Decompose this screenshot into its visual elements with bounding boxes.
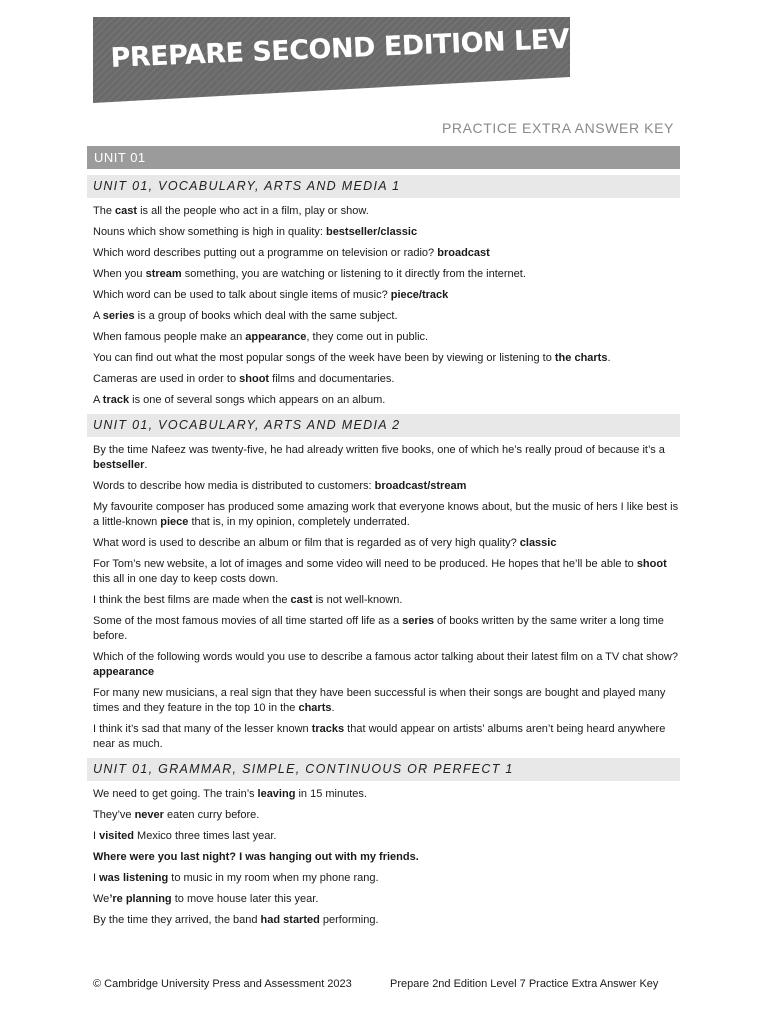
- answer-list: [87, 204, 680, 408]
- answer-item: [93, 892, 680, 907]
- answer-keyword: was listening: [99, 872, 169, 884]
- answer-keyword: Where were you last night? I was hanging out with my friends.: [93, 851, 419, 863]
- answer-text: I: [93, 872, 100, 884]
- answer-text: When famous people make an: [93, 331, 246, 343]
- answer-item: [93, 479, 680, 494]
- answer-item: [93, 225, 680, 240]
- answer-text: that would appear on artists’ albums aren’t being heard anywhere near as much.: [93, 723, 666, 750]
- answer-text: of books written by the same writer a long time before.: [93, 615, 664, 642]
- answer-keyword: the charts: [554, 352, 608, 364]
- answer-keyword: visited: [99, 830, 134, 842]
- answer-item: [93, 204, 680, 219]
- answer-keyword: shoot: [239, 373, 270, 385]
- answer-item: [93, 372, 680, 387]
- answer-keyword: tracks: [311, 723, 345, 735]
- unit-heading: UNIT 01: [87, 146, 680, 169]
- answer-keyword: ’re planning: [109, 893, 172, 905]
- answer-text: My favourite composer has produced some amazing work that everyone knows about, but the music of hers I like best is a little-known: [93, 501, 679, 528]
- section-header: UNIT 01, GRAMMAR, SIMPLE, CONTINUOUS OR PERFECT 1: [87, 758, 680, 781]
- answer-text: A: [93, 310, 103, 322]
- answer-keyword: never: [134, 809, 164, 821]
- answer-text: is one of several songs which appears on an album.: [129, 394, 386, 406]
- answer-item: [93, 722, 680, 752]
- answer-text: .: [331, 702, 335, 714]
- answer-item: [93, 351, 680, 366]
- answer-list: [87, 787, 680, 928]
- answer-item: [93, 913, 680, 928]
- answer-text: A: [93, 394, 103, 406]
- answer-text: When you: [93, 268, 146, 280]
- answer-text: For many new musicians, a real sign that they have been successful is when their songs are bought and played many times and they feature in the top 10 in the: [93, 687, 666, 714]
- answer-text: You can find out what the most popular songs of the week have been by viewing or listening to: [93, 352, 555, 364]
- answer-text: What word is used to describe an album or film that is regarded as of very high quality?: [93, 537, 520, 549]
- answer-item: [93, 593, 680, 608]
- answer-keyword: bestseller: [93, 459, 145, 471]
- answer-text: to music in my room when my phone rang.: [168, 872, 379, 884]
- answer-keyword: shoot: [636, 558, 667, 570]
- section-header: UNIT 01, VOCABULARY, ARTS AND MEDIA 1: [87, 175, 680, 198]
- footer-copyright: © Cambridge University Press and Assessment 2023: [93, 978, 352, 990]
- answer-item: [93, 246, 680, 261]
- answer-keyword: leaving: [257, 788, 296, 800]
- answer-item: [93, 614, 680, 644]
- answer-keyword: cast: [290, 594, 313, 606]
- answer-text: that is, in my opinion, completely underrated.: [188, 516, 410, 528]
- answer-list: [87, 443, 680, 752]
- page-footer: [93, 978, 673, 990]
- answer-text: films and documentaries.: [269, 373, 395, 385]
- answer-keyword: track: [102, 394, 130, 406]
- answer-keyword: cast: [115, 205, 138, 217]
- answer-text: is a group of books which deal with the same subject.: [134, 310, 398, 322]
- answer-text: I think it’s sad that many of the lesser known: [93, 723, 312, 735]
- answer-item: [93, 650, 680, 680]
- answer-item: [93, 787, 680, 802]
- answer-keyword: appearance: [93, 666, 155, 678]
- answer-keyword: piece: [160, 516, 189, 528]
- answer-text: Some of the most famous movies of all time started off life as a: [93, 615, 403, 627]
- answer-item: [93, 393, 680, 408]
- answer-text: , they come out in public.: [306, 331, 429, 343]
- answer-text: in 15 minutes.: [295, 788, 367, 800]
- answer-text: to move house later this year.: [171, 893, 319, 905]
- answer-item: [93, 850, 680, 865]
- answer-text: Nouns which show something is high in quality:: [93, 226, 326, 238]
- answer-item: [93, 500, 680, 530]
- section-3: [87, 758, 680, 928]
- answer-item: [93, 686, 680, 716]
- answer-keyword: broadcast: [437, 247, 490, 259]
- answer-text: performing.: [319, 914, 379, 926]
- answer-keyword: piece/track: [390, 289, 449, 301]
- answer-item: [93, 536, 680, 551]
- answer-text: For Tom’s new website, a lot of images and some video will need to be produced. He hopes that he’ll be able to: [93, 558, 637, 570]
- answer-keyword: bestseller/classic: [325, 226, 418, 238]
- answer-item: [93, 330, 680, 345]
- answer-text: is all the people who act in a film, play or show.: [137, 205, 369, 217]
- answer-text: By the time they arrived, the band: [93, 914, 261, 926]
- answer-text: Cameras are used in order to: [93, 373, 240, 385]
- answer-key-content: [87, 175, 680, 934]
- footer-document-title: Prepare 2nd Edition Level 7 Practice Extra Answer Key: [390, 978, 659, 990]
- answer-text: By the time Nafeez was twenty-five, he had already written five books, one of which he’s really proud of because it’s a: [93, 444, 665, 456]
- answer-keyword: classic: [519, 537, 557, 549]
- title-banner: [93, 17, 632, 103]
- document-subtitle: PRACTICE EXTRA ANSWER KEY: [441, 120, 674, 136]
- answer-keyword: charts: [298, 702, 332, 714]
- answer-text: We: [93, 893, 110, 905]
- section-2: [87, 414, 680, 752]
- answer-keyword: appearance: [245, 331, 307, 343]
- answer-item: [93, 443, 680, 473]
- answer-keyword: series: [402, 615, 434, 627]
- answer-text: We need to get going. The train’s: [93, 788, 258, 800]
- answer-item: [93, 267, 680, 282]
- answer-text: Which word describes putting out a programme on television or radio?: [93, 247, 438, 259]
- answer-text: .: [144, 459, 148, 471]
- answer-text: is not well-known.: [312, 594, 403, 606]
- answer-keyword: broadcast/stream: [374, 480, 467, 492]
- section-header: UNIT 01, VOCABULARY, ARTS AND MEDIA 2: [87, 414, 680, 437]
- answer-text: this all in one day to keep costs down.: [93, 573, 279, 585]
- answer-text: They’ve: [93, 809, 135, 821]
- section-1: [87, 175, 680, 408]
- answer-text: I: [93, 830, 100, 842]
- answer-item: [93, 288, 680, 303]
- answer-text: .: [607, 352, 611, 364]
- answer-item: [93, 808, 680, 823]
- answer-text: Which word can be used to talk about single items of music?: [93, 289, 391, 301]
- answer-item: [93, 829, 680, 844]
- banner-title: PREPARE SECOND EDITION LEVEL 7: [110, 21, 632, 74]
- answer-text: something, you are watching or listening to it directly from the internet.: [181, 268, 526, 280]
- answer-text: The: [93, 205, 116, 217]
- answer-text: eaten curry before.: [163, 809, 260, 821]
- answer-item: [93, 309, 680, 324]
- answer-item: [93, 871, 680, 886]
- answer-keyword: had started: [260, 914, 320, 926]
- answer-keyword: stream: [145, 268, 182, 280]
- answer-text: Mexico three times last year.: [133, 830, 277, 842]
- answer-item: [93, 557, 680, 587]
- answer-text: Which of the following words would you use to describe a famous actor talking about their latest film on a TV chat show?: [93, 651, 678, 663]
- answer-keyword: series: [102, 310, 135, 322]
- answer-text: I think the best films are made when the: [93, 594, 291, 606]
- answer-text: Words to describe how media is distributed to customers:: [93, 480, 375, 492]
